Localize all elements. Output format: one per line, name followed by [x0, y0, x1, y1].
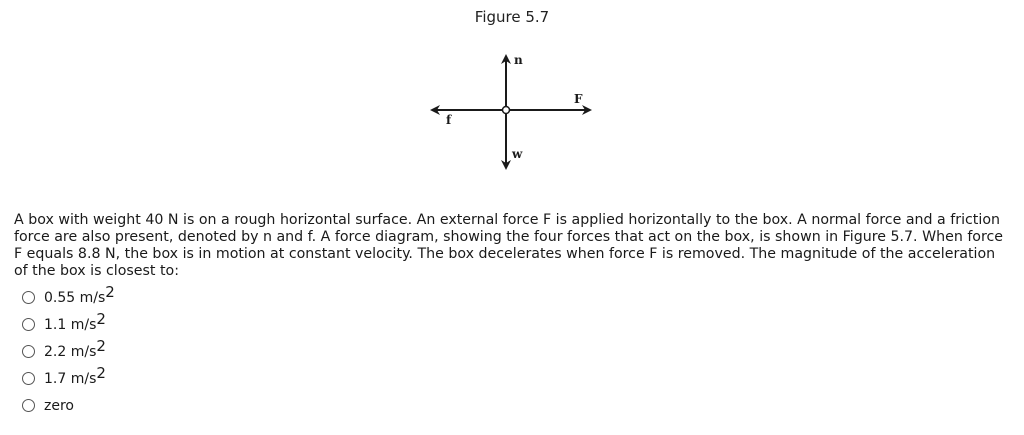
answer-option-label: 1.7 $m/s^2$ [44, 363, 106, 387]
figure-title: Figure 5.7 [474, 8, 550, 26]
answer-option-3[interactable] [22, 338, 422, 365]
force-diagram [420, 48, 610, 178]
force-diagram-svg [420, 48, 610, 178]
answer-option-label: 2.2 $m/s^2$ [44, 336, 106, 360]
answer-option-1[interactable] [22, 284, 422, 311]
answer-option-2[interactable] [22, 311, 422, 338]
box-center-marker [503, 107, 510, 114]
label-friction: f [446, 113, 452, 127]
answer-option-4[interactable] [22, 365, 422, 392]
label-applied: F [574, 92, 583, 106]
question-text: A box with weight 40 N is on a rough horizontal surface. An external force F is applied horizontally to the box. A normal force and a friction force are also present, denoted by n and f. A force diagram, showing the four forces that act on the box, is shown in Figure 5.7. When force F equals 8.8 N, the box is in motion at constant velocity. The box decelerates when force F is removed. The magnitude of the acceleration of the box is closest to: [14, 212, 1004, 279]
label-weight: w [512, 147, 523, 161]
answer-option-5[interactable] [22, 392, 422, 419]
radio-button[interactable] [22, 318, 35, 331]
answer-options [22, 284, 422, 419]
label-normal: n [514, 53, 523, 67]
answer-option-label: zero [44, 397, 74, 414]
radio-button[interactable] [22, 291, 35, 304]
answer-option-label: 0.55 $m/s^2$ [44, 282, 115, 306]
radio-button[interactable] [22, 372, 35, 385]
radio-button[interactable] [22, 345, 35, 358]
radio-button[interactable] [22, 399, 35, 412]
answer-option-label: 1.1 $m/s^2$ [44, 309, 106, 333]
